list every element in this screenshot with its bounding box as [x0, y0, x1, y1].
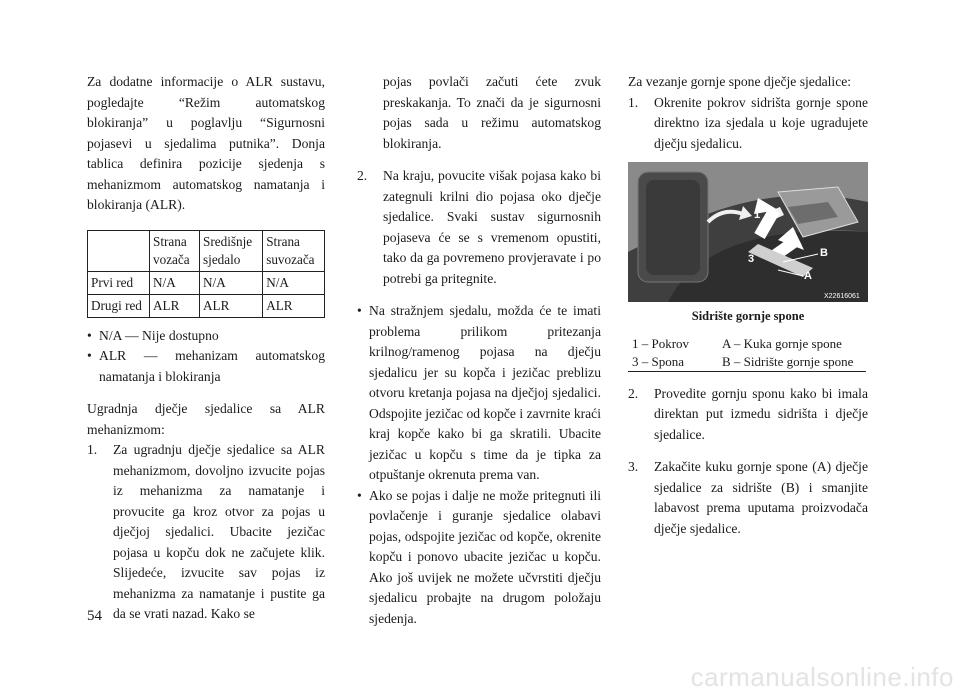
bullet-mark: •: [357, 303, 362, 318]
bullet-mark: •: [87, 348, 92, 363]
alr-seating-table: [87, 230, 325, 318]
list-item: [87, 326, 325, 347]
figure-label-1: 1: [754, 209, 761, 221]
step-number: 1.: [87, 442, 98, 457]
section-heading: Za vezanje gornje spone dječje sjedalice:: [628, 74, 852, 89]
table-cell: Prvi red: [88, 271, 150, 294]
table-row: [88, 271, 325, 294]
bullet-text: Ako se pojas i dalje ne može pritegnuti ili povlačenje i guranje sjedalice olabavi pojas, odspojite jezičac od kopče, okrenite kopču i ponovo ubacite jezičac u kopču. Ako još uvijek ne možete učvrstiti dječju sjedalicu probajte na drugom položaju sjedenja.: [369, 487, 601, 626]
legend-item: 3 – Spona: [632, 353, 684, 369]
figure-label-b: B: [820, 247, 828, 259]
tether-anchor-figure: [628, 162, 868, 302]
step-text: Na kraju, povucite višak pojasa kako bi zategnuli krilni dio pojasa oko dječje sjedalice. Svaki sustav sigurnosnih pojaseva će se s vremenom opustiti, tako da ga povremeno provjeravate i po potrebi ga pritegnite.: [383, 168, 601, 286]
table-header-cell: Središnje sjedalo: [200, 230, 263, 271]
legend-row: [630, 353, 866, 371]
bullet-mark: •: [357, 487, 362, 503]
table-row: [88, 294, 325, 317]
numbered-step: [87, 440, 325, 625]
column-middle: [357, 72, 601, 629]
legend-row: [630, 335, 866, 353]
legend-item: 1 – Pokrov: [632, 335, 690, 351]
table-cell: Drugi red: [88, 294, 150, 317]
bullet-text: ALR — mehanizam automatskog namatanja i blokiranja: [99, 348, 325, 384]
bullet-text: Na stražnjem sjedalu, možda će te imati problema prilikom pritezanja krilnog/ramenog pojasa na dječju sjedalicu jer su kopča i jezičac preblizu otvoru kretanja pojasa na dječjoj sjedalici. Odspojite jezičac od kopče i zavrnite kraći kraj kopče kako bi ga skratili. Ubacite jezičac u kopču s time da je tipka za otpuštanje okrenuta prema van.: [369, 303, 601, 482]
figure-code: X22616061: [824, 293, 860, 300]
bullet-mark: •: [87, 327, 92, 343]
table-header-cell: Strana suvozača: [263, 230, 325, 271]
step-number: 1.: [628, 94, 639, 110]
section-heading: Ugradnja dječje sjedalice sa ALR mehanizmom:: [87, 401, 325, 437]
table-cell: N/A: [200, 271, 263, 294]
continued-paragraph: pojas povlači začuti ćete zvuk preskakanja. To znači da je sigurnosni pojas sada u režimu automatskog blokiranja.: [383, 74, 601, 151]
footer-watermark: carmanualsonline.info: [690, 662, 954, 692]
figure-caption: Sidrište gornje spone: [691, 309, 805, 323]
step-text: Provedite gornju sponu kako bi imala direktan put izmedu sidrišta i dječje sjedalice.: [654, 385, 868, 442]
table-cell: N/A: [263, 271, 325, 294]
numbered-step: [628, 93, 868, 155]
table-cell: ALR: [200, 294, 263, 317]
list-item: [87, 346, 325, 387]
tether-anchor-illustration: [628, 162, 868, 302]
column-right: [628, 72, 868, 539]
figure-legend: [628, 335, 866, 372]
numbered-step: [628, 457, 868, 539]
page-number: 54: [87, 608, 102, 624]
step-text: Za ugradnju dječje sjedalice sa ALR mehanizmom, dovoljno izvucite pojas iz mehanizma za namatanje i provucite ga kroz otvor za pojas u dječjoj sjedalici. Ubacite jezičac pojasa u kopču dok ne začujete klik. Slijedeće, izvucite sav pojas iz mehanizma za namatanje i pustite ga da se vrati nazad. Kako se: [113, 442, 325, 621]
step-number: 3.: [628, 459, 639, 474]
figure-label-3: 3: [748, 253, 755, 265]
intro-paragraph: Za dodatne informacije o ALR sustavu, pogledajte “Režim automatskog blokiranja” u poglavlju “Sigurnosni pojasevi u sjedalima putnika”. Donja tablica definira pozicije sjedenja s mehanizmom automatskog namatanja i blokiranja (ALR).: [87, 74, 325, 212]
figure-label-a: A: [804, 270, 812, 282]
list-item: [357, 301, 601, 486]
legend-item: B – Sidrište gornje spone: [722, 353, 854, 369]
table-cell: N/A: [150, 271, 200, 294]
step-number: 2.: [628, 385, 639, 401]
table-header-row: [88, 230, 325, 271]
numbered-step: [628, 384, 868, 446]
step-text: Zakačite kuku gornje spone (A) dječje sjedalice za sidrište (B) i smanjite labavost prema uputama proizvodača dječje sjedalice.: [654, 459, 868, 536]
table-header-cell: [88, 230, 150, 271]
step-number: 2.: [357, 168, 368, 183]
table-cell: ALR: [150, 294, 200, 317]
table-header-cell: Strana vozača: [150, 230, 200, 271]
bullet-text: N/A — Nije dostupno: [99, 327, 219, 343]
column-left: [87, 72, 325, 625]
table-cell: ALR: [263, 294, 325, 317]
list-item: [357, 486, 601, 630]
legend-item: A – Kuka gornje spone: [722, 335, 842, 351]
step-text: Okrenite pokrov sidrišta gornje spone direktno iza sjedala u koje ugradujete dječju sjedalicu.: [654, 94, 868, 151]
numbered-step: [357, 166, 601, 289]
